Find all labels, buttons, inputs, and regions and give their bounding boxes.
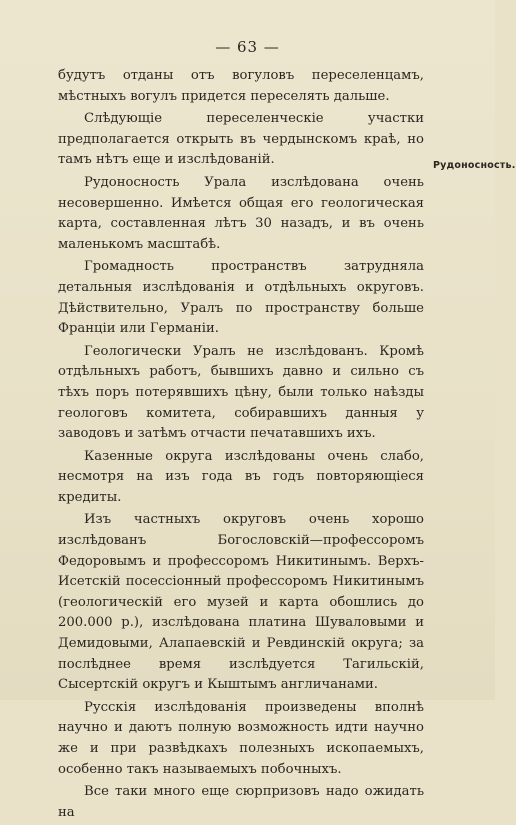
margin-note: Рудоносность. — [433, 160, 516, 171]
text-column — [58, 66, 424, 825]
paragraph: Слѣдующіе переселенческіе участки предполагается открыть въ чердынскомъ краѣ, но тамъ нѣтъ еще и изслѣдованій. — [58, 111, 424, 168]
page-number: — 63 — — [215, 38, 280, 56]
paragraph: Геологически Уралъ не изслѣдованъ. Кромѣ отдѣльныхъ работъ, бывшихъ давно и сильно съ тѣхъ поръ потерявшихъ цѣну, были только наѣзды геологовъ комитета, собиравшихъ данныя у заводовъ и затѣмъ отчасти печатавшихъ ихъ. — [58, 343, 424, 442]
paragraph: Русскія изслѣдованія произведены вполнѣ научно и даютъ полную возможность идти научно же и при развѣдкахъ полезныхъ ископаемыхъ, особенно такъ называемыхъ побочныхъ. — [58, 699, 424, 777]
paragraph: Изъ частныхъ округовъ очень хорошо изслѣдованъ Богословскій—профессоромъ Федоровымъ и профессоромъ Никитинымъ. Верхъ-Исетскій посессіонный профессоромъ Никитинымъ (геологическій его музей и карта обошлись до 200.000 р.), изслѣдована платина Шуваловыми и Демидовыми, Алапаевскій и Ревдинскій округа; за послѣднее время изслѣдуется Тагильскій, Сысертскій округъ и Кыштымъ англичанами. — [58, 512, 424, 693]
paragraph: Казенные округа изслѣдованы очень слабо, несмотря на изъ года въ годъ повторяющіеся кредиты. — [58, 448, 424, 505]
paragraph: Все таки много еще сюрпризовъ надо ожидать на — [58, 784, 424, 820]
paragraph-continued: будутъ отданы отъ вогуловъ переселенцамъ, мѣстныхъ вогулъ придется переселять дальше. — [58, 68, 424, 104]
paragraph: Рудоносность Урала изслѣдована очень несовершенно. Имѣется общая его геологическая карта, составленная лѣтъ 30 назадъ, и въ очень маленькомъ масштабѣ. — [58, 174, 424, 252]
paragraph: Громадность пространствъ затрудняла детальныя изслѣдованія и отдѣльныхъ округовъ. Дѣйствительно, Уралъ по пространству больше Франціи или Германіи. — [58, 259, 424, 337]
